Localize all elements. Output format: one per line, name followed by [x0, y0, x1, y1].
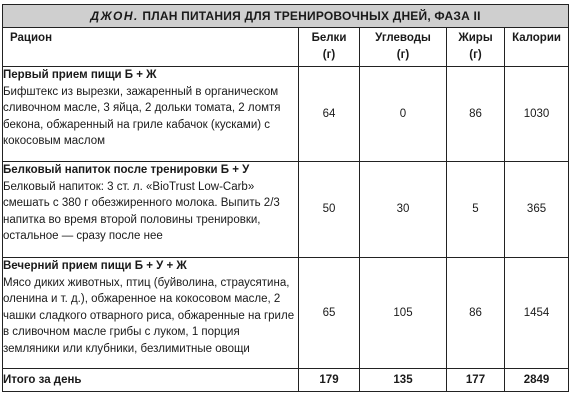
meal-cell — [3, 258, 299, 369]
total-label: Итого за день — [3, 369, 299, 392]
title-row — [3, 5, 569, 28]
title-name: ДЖОН. — [90, 8, 139, 23]
header-protein — [299, 28, 360, 67]
carbs-value: 30 — [360, 162, 447, 258]
protein-value: 65 — [299, 258, 360, 369]
meal-cell — [3, 67, 299, 162]
protein-value: 50 — [299, 162, 360, 258]
header-protein-label: Белки — [311, 32, 347, 44]
total-carbs: 135 — [360, 369, 447, 392]
table-title — [3, 5, 569, 28]
meal-description: Бифштекс из вырезки, зажаренный в органическом сливочном масле, 3 яйца, 2 дольки томата, 2 ломтя бекона, обжаренный на гриле кабачок (кусками) с кокосовым маслом — [3, 85, 281, 147]
header-fat — [447, 28, 505, 67]
header-fat-label: Жиры — [458, 32, 493, 44]
protein-value: 64 — [299, 67, 360, 162]
fat-value: 86 — [447, 67, 505, 162]
header-carbs-unit: (г) — [396, 49, 410, 61]
fat-value: 5 — [447, 162, 505, 258]
table-row — [3, 162, 569, 258]
table-row — [3, 258, 569, 369]
header-ration: Рацион — [3, 28, 299, 67]
title-text: ПЛАН ПИТАНИЯ ДЛЯ ТРЕНИРОВОЧНЫХ ДНЕЙ, ФАЗА II — [142, 8, 481, 23]
meal-title: Вечерний прием пищи Б + У + Ж — [3, 260, 187, 272]
table-row — [3, 67, 569, 162]
carbs-value: 0 — [360, 67, 447, 162]
header-fat-unit: (г) — [469, 49, 482, 61]
meal-description: Белковый напиток: 3 ст. л. «BioTrust Low-Carb» смешать с 380 г обезжиренного молока. Выпить 2/3 напитка во время второй половины тренировки, остальное — сразу после нее — [3, 180, 280, 242]
calories-value: 1030 — [505, 67, 569, 162]
header-protein-unit: (г) — [322, 49, 336, 61]
calories-value: 1454 — [505, 258, 569, 369]
total-protein: 179 — [299, 369, 360, 392]
carbs-value: 105 — [360, 258, 447, 369]
meal-title: Первый прием пищи Б + Ж — [3, 69, 157, 81]
fat-value: 86 — [447, 258, 505, 369]
meal-cell — [3, 162, 299, 258]
total-fat: 177 — [447, 369, 505, 392]
meal-description: Мясо диких животных, птиц (буйволина, страусятина, оленина и т. д.), обжаренное на кокосовом масле, 2 чашки сладкого отварного риса, обжаренные на гриле в сливочном масле грибы с луком, 1 порция земляники или клубники, безлимитные овощи — [3, 276, 295, 355]
meal-plan-table — [2, 4, 569, 392]
header-carbs — [360, 28, 447, 67]
meal-title: Белковый напиток после тренировки Б + У — [3, 164, 250, 176]
calories-value: 365 — [505, 162, 569, 258]
header-row — [3, 28, 569, 67]
total-row — [3, 369, 569, 392]
header-carbs-label: Углеводы — [375, 32, 431, 44]
header-calories: Калории — [505, 28, 569, 67]
total-calories: 2849 — [505, 369, 569, 392]
